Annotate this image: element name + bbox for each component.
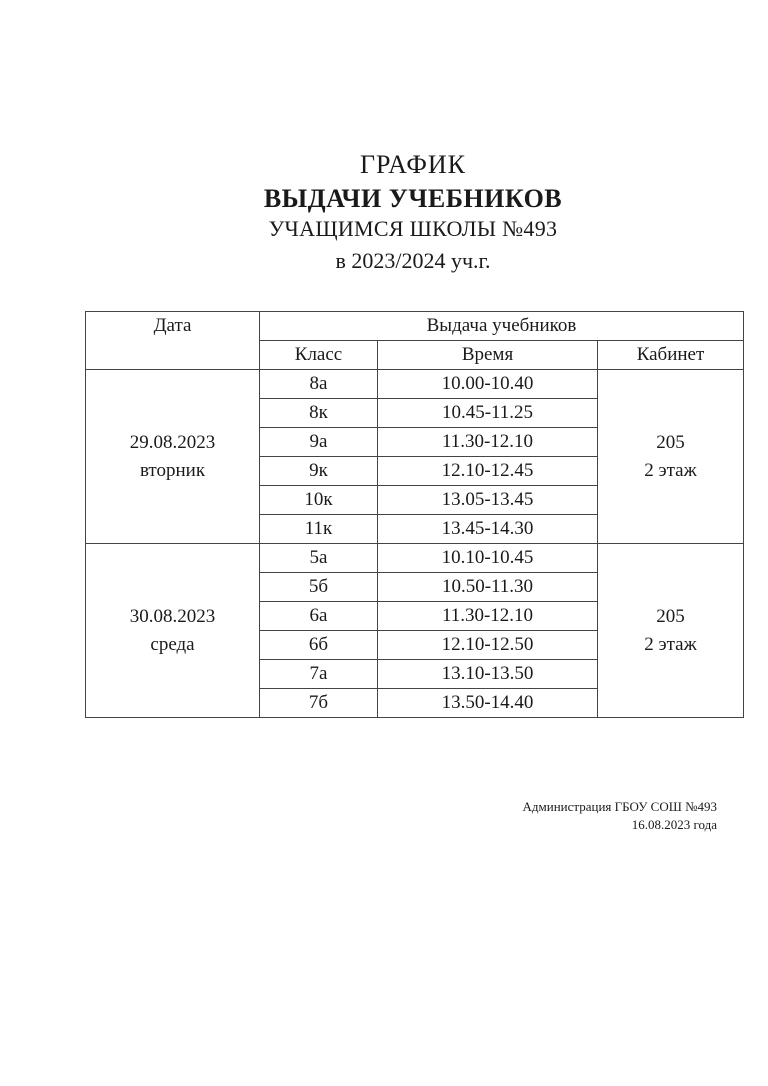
header-time: Время — [378, 341, 598, 370]
day-cell — [86, 544, 260, 718]
schedule-table — [85, 311, 744, 718]
room-floor: 2 этаж — [644, 459, 697, 481]
header-room: Кабинет — [598, 341, 744, 370]
time-cell: 12.10-12.45 — [378, 457, 598, 486]
time-cell: 10.45-11.25 — [378, 399, 598, 428]
time-cell: 13.05-13.45 — [378, 486, 598, 515]
table-row — [86, 544, 744, 573]
class-cell: 9к — [260, 457, 378, 486]
doc-audience: УЧАЩИМСЯ ШКОЛЫ №493 — [268, 216, 558, 241]
room-floor: 2 этаж — [644, 633, 697, 655]
time-cell: 10.50-11.30 — [378, 573, 598, 602]
time-cell: 12.10-12.50 — [378, 631, 598, 660]
day-weekday: вторник — [139, 459, 206, 481]
class-cell: 11к — [260, 515, 378, 544]
time-cell: 10.00-10.40 — [378, 370, 598, 399]
class-cell: 7б — [260, 689, 378, 718]
class-cell: 8к — [260, 399, 378, 428]
time-cell: 13.10-13.50 — [378, 660, 598, 689]
time-cell: 13.50-14.40 — [378, 689, 598, 718]
header-date: Дата — [86, 312, 260, 370]
day-cell — [86, 370, 260, 544]
doc-title: ГРАФИК — [360, 150, 466, 179]
room-cell — [598, 544, 744, 718]
time-cell: 11.30-12.10 — [378, 602, 598, 631]
day-weekday: среда — [150, 633, 195, 655]
time-cell: 10.10-10.45 — [378, 544, 598, 573]
room-number: 205 — [656, 605, 685, 627]
class-cell: 5а — [260, 544, 378, 573]
class-cell: 10к — [260, 486, 378, 515]
header-group-title: Выдача учебников — [260, 312, 744, 341]
doc-subtitle: ВЫДАЧИ УЧЕБНИКОВ — [263, 184, 563, 213]
table-row — [86, 370, 744, 399]
class-cell: 7а — [260, 660, 378, 689]
doc-year: в 2023/2024 уч.г. — [335, 248, 491, 273]
class-cell: 5б — [260, 573, 378, 602]
header-class: Класс — [260, 341, 378, 370]
class-cell: 8а — [260, 370, 378, 399]
room-number: 205 — [656, 431, 685, 453]
footer-administration: Администрация ГБОУ СОШ №493 — [522, 799, 717, 814]
day-date: 30.08.2023 — [129, 605, 216, 627]
footer-date: 16.08.2023 года — [631, 817, 717, 832]
time-cell: 13.45-14.30 — [378, 515, 598, 544]
time-cell: 11.30-12.10 — [378, 428, 598, 457]
class-cell: 6а — [260, 602, 378, 631]
day-date: 29.08.2023 — [129, 431, 216, 453]
class-cell: 9а — [260, 428, 378, 457]
class-cell: 6б — [260, 631, 378, 660]
room-cell — [598, 370, 744, 544]
